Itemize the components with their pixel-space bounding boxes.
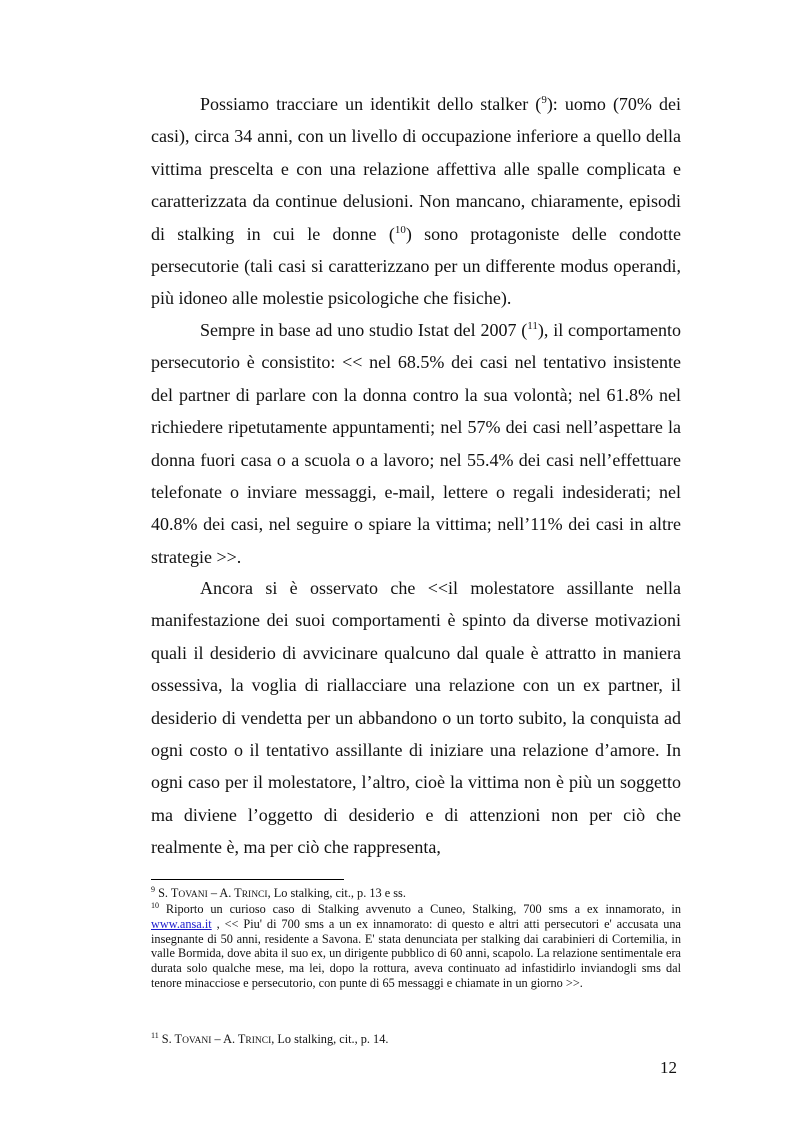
- footnote-smallcaps: RINCI: [241, 890, 268, 900]
- footnote-text: , << Piu' di 700 sms a un ex innamorato: di questo e altri atti persecutori e' accusata una insegnante di 50 anni, residente a Savona. E' stata denunciata per stalking dai carabinieri di Cortemilia, in valle Bormida, dove abita il suo ex, un dirigente pubblico di 60 anni, scapolo. La relazione sentimentale era durata solo qualche mese, ma lei, dopo la rottura, aveva continuato ad infastidirlo inviandogli sms dal tenore minacciose e persecutorio, con punte di 65 messaggi e chiamate in un giorno >>.: [151, 916, 681, 990]
- footnote-smallcaps: RINCI: [245, 1036, 272, 1046]
- footnote-10: [151, 902, 681, 991]
- footnote-text: Riporto un curioso caso di Stalking avvenuto a Cuneo, Stalking, 700 sms a ex innamorato, in: [159, 902, 681, 916]
- footnote-text: S. T: [158, 1032, 183, 1046]
- footnote-ref-11[interactable]: 11: [527, 320, 538, 332]
- paragraph-text: Possiamo tracciare un identikit dello stalker (: [200, 94, 542, 114]
- footnote-number: 9: [151, 885, 155, 894]
- ansa-link[interactable]: www.ansa.it: [151, 916, 212, 931]
- footnote-number: 10: [151, 901, 159, 910]
- footnote-number: 11: [151, 1031, 159, 1040]
- footnote-text: , Lo stalking, cit., p. 13 e ss.: [267, 886, 406, 900]
- footnote-text: S. T: [155, 886, 179, 900]
- paragraph-text: ) sono protagoniste delle condotte persecutorie (tali casi si caratterizzano per un differente modus operandi, più idoneo alle molestie psicologiche che fisiche).: [151, 223, 681, 309]
- footnote-text: – A. T: [211, 1032, 246, 1046]
- footnote-9: [151, 886, 681, 903]
- footnote-smallcaps: OVANI: [182, 1036, 212, 1046]
- footnote-smallcaps: OVANI: [178, 890, 208, 900]
- footnote-text: – A. T: [207, 886, 242, 900]
- paragraph-text: ), il comportamento persecutorio è consistito: << nel 68.5% dei casi nel tentativo insistente del partner di parlare con la donna contro la sua volontà; nel 61.8% nel richiedere ripetutamente appuntamenti; nel 57% dei casi nell’aspettare la donna fuori casa o a scuola o a lavoro; nel 55.4% dei casi nell’effettuare telefonate o inviare messaggi, e-mail, lettere o regali indesiderati; nel 40.8% dei casi, nel seguire o spiare la vittima; nell’11% dei casi in altre strategie >>.: [151, 320, 681, 567]
- footnote-separator: [151, 879, 344, 880]
- paragraph-stalker-identikit: [151, 88, 681, 315]
- paragraph-motivations: [151, 572, 681, 864]
- paragraph-text: Ancora si è osservato che <<il molestatore assillante nella manifestazione dei suoi comportamenti è spinto da diverse motivazioni quali il desiderio di avvicinare qualcuno dal quale è attratto in maniera ossessiva, la voglia di riallacciare una relazione con un ex partner, il desiderio di vendetta per un abbandono o un torto subito, la conquista ad ogni costo o il tentativo assillante di iniziare una relazione d’amore. In ogni caso per il molestatore, l’altro, cioè la vittima non è più un soggetto ma diviene l’oggetto di desiderio e di attenzioni non per ciò che realmente è, ma per ciò che rappresenta,: [151, 578, 681, 858]
- footnote-ref-9[interactable]: 9: [541, 94, 547, 106]
- footnote-ref-10[interactable]: 10: [394, 223, 406, 236]
- footnote-text: , Lo stalking, cit., p. 14.: [271, 1032, 389, 1046]
- paragraph-text: ): uomo (70% dei casi), circa 34 anni, con un livello di occupazione inferiore a quello della vittima prescelta e con una relazione affettiva alle spalle complicata e caratterizzata da continue delusioni. Non mancano, chiaramente, episodi di stalking in cui le donne (: [151, 94, 681, 244]
- page-number: 12: [660, 1058, 677, 1077]
- footnote-11: [151, 1032, 681, 1049]
- paragraph-istat-study: [151, 314, 681, 573]
- paragraph-text: Sempre in base ad uno studio Istat del 2007 (: [200, 320, 528, 340]
